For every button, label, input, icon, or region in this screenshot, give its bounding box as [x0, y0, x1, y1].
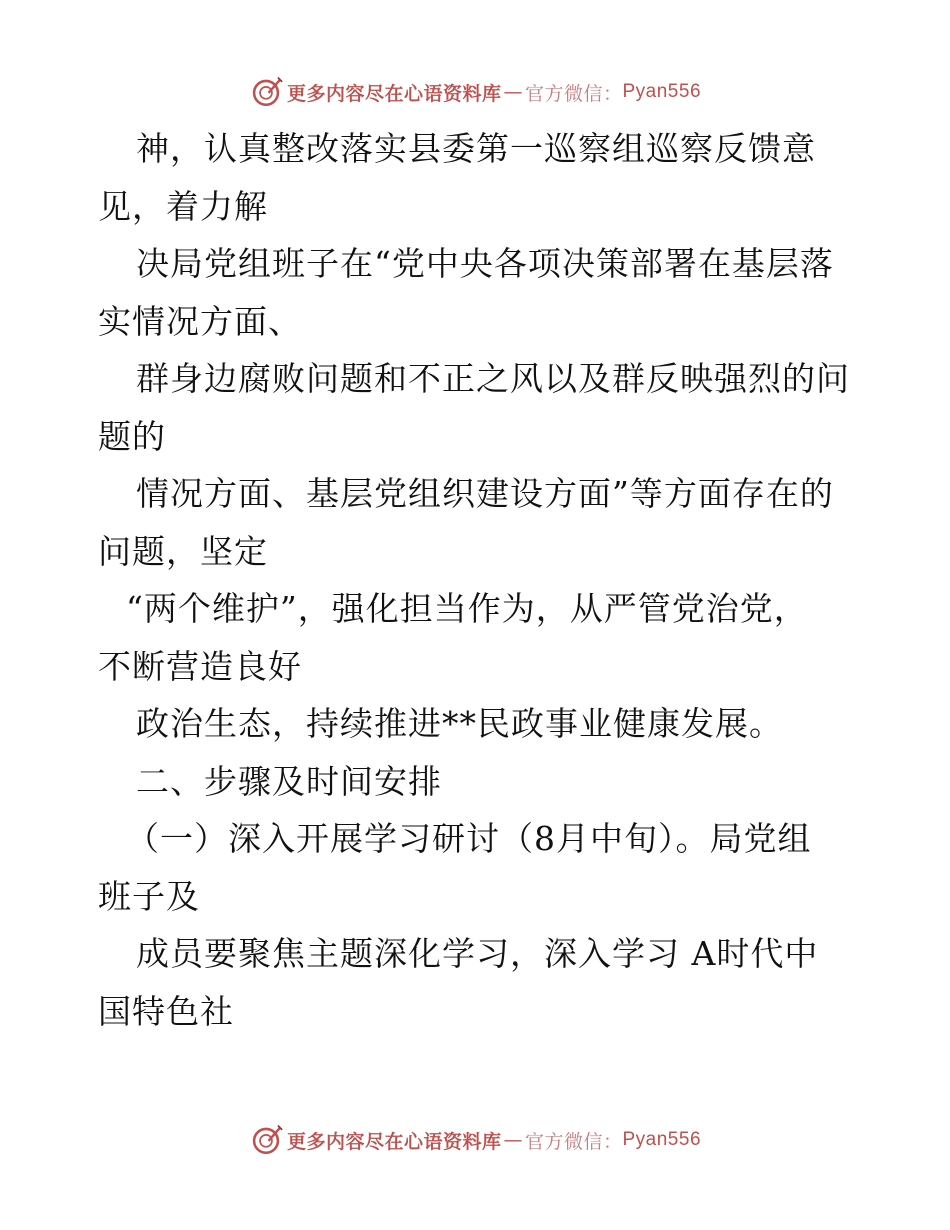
body-line: 群身边腐败问题和不正之风以及群反映强烈的问: [136, 359, 850, 398]
body-line: （一）深入开展学习研讨（8月中旬）。局党组: [126, 819, 812, 858]
body-line: 神，认真整改落实县委第一巡察组巡察反馈意: [136, 129, 816, 168]
body-line: 见，着力解: [98, 186, 268, 226]
watermark-separator: —: [503, 1129, 523, 1151]
body-line: 决局党组班子在“党中央各项决策部署在基层落: [136, 244, 834, 283]
body-line: 国特色社: [98, 991, 234, 1031]
watermark-account: Pyan556: [622, 1129, 702, 1150]
body-line: “两个维护”，强化担当作为，从严管党治党，: [126, 589, 808, 628]
body-line: 问题，坚定: [98, 531, 268, 571]
watermark-brand: 更多内容尽在心语资料库: [286, 82, 502, 105]
watermark-account: Pyan556: [622, 81, 702, 102]
section-heading: 二、步骤及时间安排: [136, 761, 442, 801]
body-line: 实情况方面、: [98, 301, 302, 341]
body-line: 不断营造良好: [98, 646, 302, 686]
watermark-footer: [0, 1120, 950, 1160]
watermark-brand: 更多内容尽在心语资料库: [286, 1130, 502, 1153]
pen-logo-icon: [249, 1123, 283, 1157]
watermark-label: 官方微信：: [524, 1130, 623, 1153]
body-line: 题的: [98, 416, 166, 456]
body-line: 班子及: [98, 876, 200, 916]
watermark-label: 官方微信：: [524, 82, 623, 105]
pen-logo-icon: [249, 75, 283, 109]
body-line: 成员要聚焦主题深化学习，深入学习 A时代中: [136, 934, 819, 973]
document-body: [98, 120, 858, 1040]
watermark-header: [0, 72, 950, 112]
watermark-separator: —: [503, 81, 523, 103]
body-line: 政治生态，持续推进**民政事业健康发展。: [136, 704, 783, 743]
body-line: 情况方面、基层党组织建设方面”等方面存在的: [136, 474, 834, 513]
